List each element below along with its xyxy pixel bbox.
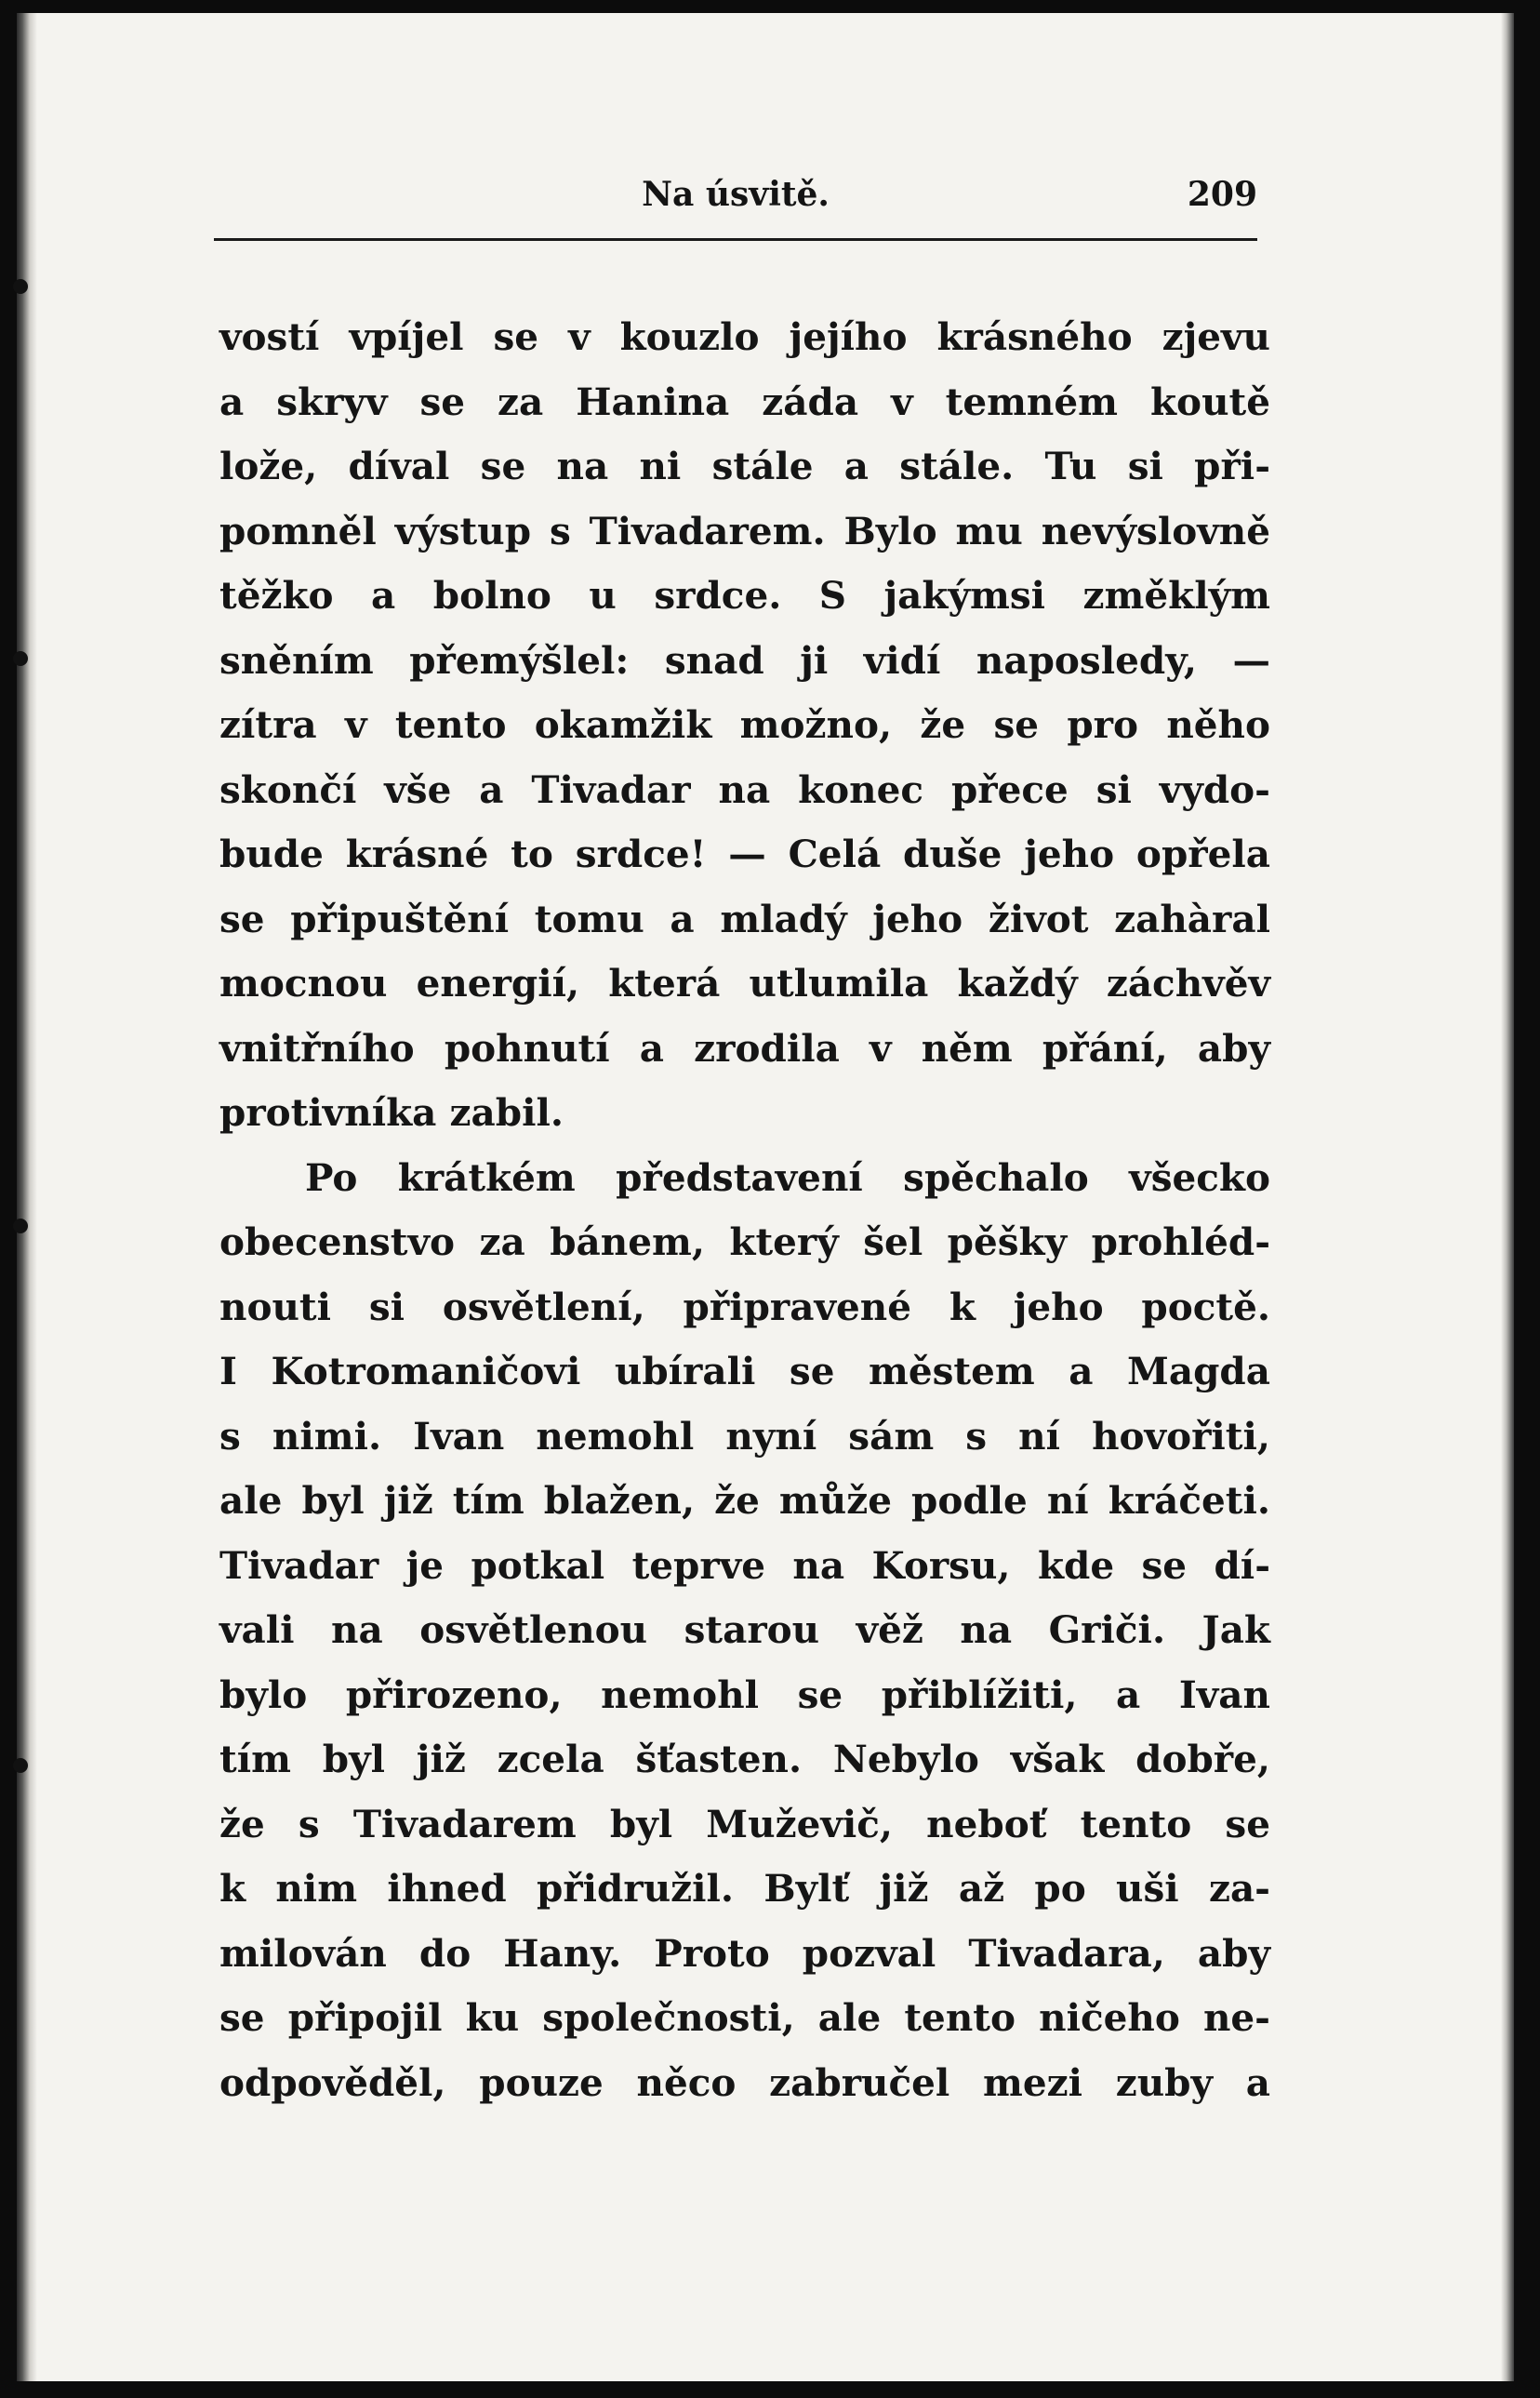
page-right-edge-shadow	[1501, 13, 1514, 2381]
text-line: se připuštění tomu a mladý jeho život zahàral	[219, 896, 1270, 941]
page-left-edge-shadow	[17, 13, 37, 2381]
text-line: obecenstvo za bánem, který šel pěšky prohléd-	[219, 1219, 1270, 1264]
running-title: Na úsvitě.	[642, 175, 830, 214]
text-line: odpověděl, pouze něco zabručel mezi zuby a	[219, 2059, 1270, 2105]
scan-speck	[13, 1219, 28, 1233]
text-line: zítra v tento okamžik možno, že se pro něho	[219, 702, 1270, 747]
text-line: se připojil ku společnosti, ale tento ničeho ne-	[219, 1995, 1270, 2040]
text-line: vnitřního pohnutí a zrodila v něm přání, aby	[219, 1025, 1270, 1071]
text-line: I Kotromaničovi ubírali se městem a Magda	[219, 1349, 1270, 1393]
text-line: lože, díval se na ni stále a stále. Tu si při-	[219, 444, 1270, 488]
text-line: s nimi. Ivan nemohl nyní sám s ní hovořiti,	[219, 1413, 1270, 1459]
page-number: 209	[1187, 175, 1257, 214]
paragraph-start-line: Po krátkém představení spěchalo všecko	[305, 1154, 1270, 1200]
text-line: ale byl již tím blažen, že může podle ní kráčeti.	[219, 1478, 1270, 1523]
text-line: sněním přemýšlel: snad ji vidí naposledy, —	[219, 637, 1270, 683]
scan-speck	[13, 279, 28, 294]
text-line: vostí vpíjel se v kouzlo jejího krásného zjevu	[219, 314, 1270, 359]
text-line: těžko a bolno u srdce. S jakýmsi změklým	[219, 573, 1270, 618]
text-line: k nim ihned přidružil. Bylť již až po uši za-	[219, 1866, 1270, 1911]
header-rule	[214, 238, 1257, 241]
text-line: pomněl výstup s Tivadarem. Bylo mu nevýslovně	[219, 508, 1270, 553]
paragraph-end-line: protivníka zabil.	[219, 1090, 564, 1135]
text-line: a skryv se za Hanina záda v temném koutě	[219, 379, 1270, 424]
text-line: milován do Hany. Proto pozval Tivadara, aby	[219, 1930, 1270, 1976]
text-line: bude krásné to srdce! — Celá duše jeho opřela	[219, 832, 1270, 876]
text-line: tím byl již zcela šťasten. Nebylo však dobře,	[219, 1737, 1270, 1781]
text-line: skončí vše a Tivadar na konec přece si vydo-	[219, 766, 1270, 812]
scan-speck	[13, 651, 28, 666]
text-line: bylo přirozeno, nemohl se přiblížiti, a Ivan	[219, 1672, 1270, 1717]
text-line: vali na osvětlenou starou věž na Griči. Jak	[219, 1607, 1270, 1652]
text-line: že s Tivadarem byl Muževič, neboť tento se	[219, 1801, 1270, 1846]
body-text	[219, 305, 1270, 2115]
text-line: mocnou energií, která utlumila každý záchvěv	[219, 961, 1270, 1006]
scan-speck	[13, 1758, 28, 1773]
text-line: Tivadar je potkal teprve na Korsu, kde se dí-	[219, 1542, 1270, 1588]
running-header	[214, 175, 1257, 221]
text-line: nouti si osvětlení, připravené k jeho poctě.	[219, 1284, 1270, 1329]
